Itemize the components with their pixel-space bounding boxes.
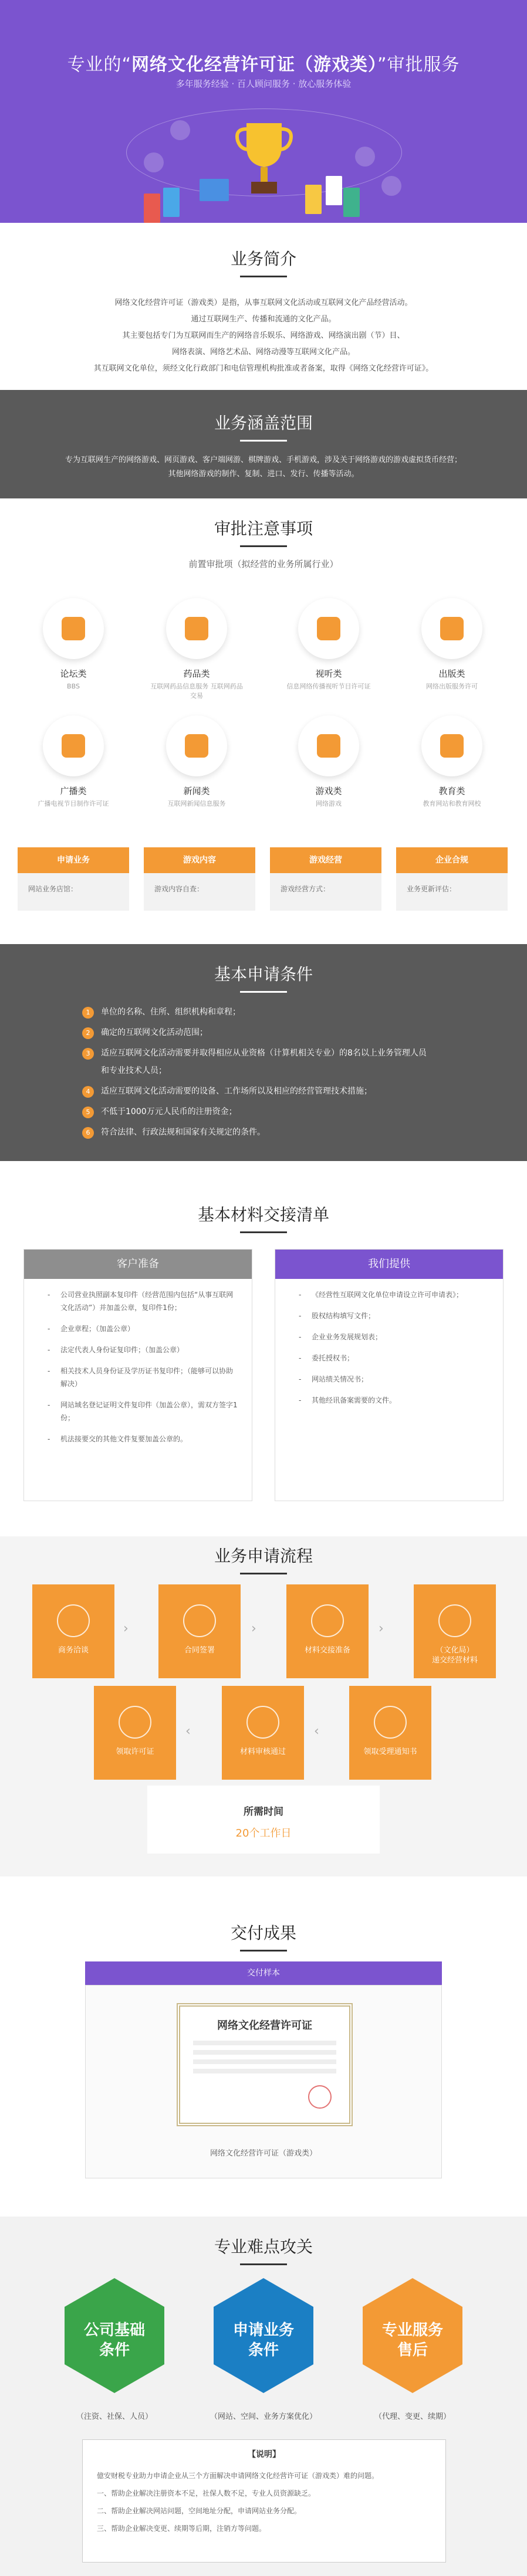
intro-line: 通过互联网生产、传播和流通的文化产品。	[191, 315, 336, 324]
scope-section	[0, 390, 527, 498]
step-value: 网站业务店馆：	[18, 873, 129, 911]
hex-label: 专业服务 售后	[381, 2322, 443, 2359]
step-label: 企业合规	[396, 847, 508, 873]
category-desc: 网络出版服务许可	[426, 683, 478, 690]
process-node	[222, 1686, 304, 1780]
news-icon	[166, 715, 227, 776]
title-underline	[240, 991, 287, 993]
book-icon	[163, 188, 180, 217]
certificate-frame	[85, 1985, 442, 2178]
category-publish	[405, 598, 499, 691]
condition-item	[82, 1047, 427, 1060]
provider-column	[275, 1249, 504, 1501]
condition-text: 不低于1000万元人民币的注册资金；	[101, 1107, 237, 1116]
list-item: - 相关技术人员身份证及学历证书复印件；（能够可以协助解决）	[37, 1365, 239, 1390]
category-broadcast	[26, 715, 120, 809]
book-icon	[343, 188, 360, 217]
step-value: 游戏经营方式：	[270, 873, 381, 911]
intro-title: 业务简介	[230, 249, 296, 269]
hex-label: 公司基础 条件	[83, 2322, 145, 2359]
title-underline	[240, 1231, 287, 1233]
note-line: 億安财税专业助力申请企业从三个方面解决申请网络文化经营许可证（游戏类）难的问题。	[97, 2472, 379, 2480]
condition-text: 单位的名称、住所、组织机构和章程；	[101, 1007, 241, 1017]
computer-icon	[200, 179, 229, 201]
conditions-section	[0, 944, 527, 1161]
book-icon	[421, 598, 482, 659]
difficulty-section	[0, 2217, 527, 2576]
title-underline	[240, 276, 287, 277]
condition-item	[82, 1085, 372, 1098]
icon-dot	[170, 120, 190, 140]
arrow-right-icon: ›	[123, 1621, 129, 1636]
category-name: 游戏类	[315, 786, 342, 796]
chat-icon	[43, 598, 104, 659]
book-icon	[144, 194, 160, 223]
intro-line: 其主要包括专门为互联网而生产的网络音乐娱乐、网络游戏、网络演出剧（节）目、	[122, 331, 405, 340]
scope-title: 业务涵盖范围	[214, 413, 313, 433]
step-card	[396, 847, 508, 913]
note-line: 一、帮助企业解决注册资本不足，社保人数不足，专业人员资源缺乏。	[97, 2489, 316, 2497]
title-underline	[240, 1950, 287, 1951]
category-desc: 信息网络传播视听节目许可证	[286, 683, 371, 690]
arrow-left-icon: ‹	[185, 1724, 191, 1739]
category-desc: 教育网站和教育网校	[423, 800, 481, 807]
note-box	[82, 2439, 446, 2563]
result-title: 交付成果	[230, 1923, 296, 1943]
category-name: 论坛类	[60, 668, 87, 679]
step-label: 游戏经营	[270, 847, 381, 873]
result-section	[0, 1885, 527, 2214]
process-node	[94, 1686, 176, 1780]
condition-item	[82, 1105, 237, 1118]
process-node	[286, 1584, 369, 1678]
category-name: 药品类	[183, 668, 210, 679]
condition-text: 适应互联网文化活动需要并取得相应从业资格（计算机相关专业）的8名以上业务管理人员	[101, 1048, 427, 1058]
certificate-title: 网络文化经营许可证	[217, 2020, 312, 2032]
film-reel-icon	[298, 598, 359, 659]
title-underline	[240, 2263, 287, 2265]
condition-item	[82, 1006, 241, 1019]
category-name: 广播类	[60, 786, 87, 796]
trophy-icon	[235, 117, 293, 199]
category-desc: 网络游戏	[316, 800, 342, 807]
icon-dot	[144, 152, 164, 172]
provider-header: 我们提供	[275, 1250, 503, 1279]
category-name: 新闻类	[183, 786, 210, 796]
list-item: - 企业章程；（加盖公章）	[37, 1322, 239, 1335]
time-box	[147, 1786, 380, 1854]
step-label: 游戏内容	[144, 847, 255, 873]
category-desc: 广播电视节目制作许可证	[38, 800, 109, 807]
license-icon	[119, 1706, 151, 1739]
handshake-icon	[57, 1604, 90, 1637]
node-label: 商务洽谈	[58, 1646, 89, 1655]
icon-dot	[381, 176, 401, 196]
books-icon	[438, 1604, 471, 1637]
note-line: 二、帮助企业解决网站问题，空间地址分配，申请网站业务分配。	[97, 2507, 302, 2515]
category-medicine	[150, 598, 244, 701]
category-game	[282, 715, 376, 809]
medicine-icon	[166, 598, 227, 659]
note-title: 【说明】	[248, 2450, 281, 2459]
step-card	[144, 847, 255, 913]
process-node	[32, 1584, 114, 1678]
client-header: 客户准备	[24, 1250, 252, 1279]
node-label: 材料交接准备	[304, 1646, 350, 1655]
arrow-right-icon: ›	[379, 1621, 384, 1636]
difficulty-hex	[363, 2278, 462, 2393]
graduation-cap-icon	[421, 715, 482, 776]
category-desc: 互联网药品信息服务 互联网药品交易	[150, 683, 243, 700]
page-title: 专业的“网络文化经营许可证（游戏类）”审批服务	[67, 55, 460, 75]
hex-desc: （网站、空间、业务方案优化）	[210, 2412, 317, 2421]
category-name: 出版类	[438, 668, 465, 679]
scope-line: 专为互联网生产的网络游戏、网页游戏、客户端网游、棋牌游戏、手机游戏，涉及关于网络游戏的游戏虚拟货币经营；	[65, 456, 462, 464]
process-section	[0, 1536, 527, 1876]
list-item: - 其他经讯备案需要的文件。	[288, 1394, 490, 1407]
step-card	[18, 847, 129, 913]
category-name: 视听类	[315, 668, 342, 679]
difficulty-hex	[65, 2278, 164, 2393]
book-icon	[305, 185, 322, 214]
title-underline	[240, 440, 287, 442]
client-column	[23, 1249, 252, 1501]
certificate-caption: 网络文化经营许可证（游戏类）	[210, 2149, 317, 2158]
hourglass-icon	[246, 1706, 279, 1739]
notice-icon	[374, 1706, 407, 1739]
scope-line: 其他网络游戏的制作、复制、进口、发行、传播等活动。	[168, 470, 359, 478]
list-item: - 网站绩关情况书；	[288, 1373, 490, 1386]
contract-icon	[183, 1604, 216, 1637]
note-line: 三、帮助企业解决变更、续期等后期，注销方等问题。	[97, 2524, 266, 2533]
materials-section	[0, 1167, 527, 1530]
category-desc: BBS	[67, 683, 80, 690]
title-underline	[240, 545, 287, 547]
condition-number: 6	[82, 1127, 94, 1139]
condition-number: 3	[82, 1048, 94, 1060]
approval-section	[0, 516, 527, 938]
intro-line: 网络文化经营许可证（游戏类）是指，从事互联网文化活动或互联网文化产品经营活动。	[114, 298, 413, 307]
certificate-image	[177, 2003, 353, 2126]
condition-number: 2	[82, 1027, 94, 1039]
condition-item	[82, 1026, 208, 1039]
step-value: 业务更新评估：	[396, 873, 508, 911]
materials-title: 基本材料交接清单	[197, 1205, 329, 1224]
list-item: - 网站域名登记证明文件复印件（加盖公章），需双方签字1份；	[37, 1399, 239, 1424]
category-video	[282, 598, 376, 691]
category-desc: 互联网新闻信息服务	[167, 800, 226, 807]
condition-number: 5	[82, 1107, 94, 1118]
condition-item	[82, 1126, 265, 1139]
process-node	[414, 1584, 496, 1678]
difficulty-hex	[214, 2278, 313, 2393]
difficulty-title: 专业难点攻关	[214, 2237, 313, 2256]
list-item: - 《经营性互联网文化单位申请设立许可申请表》；	[288, 1288, 490, 1301]
node-label: 领取受理通知书	[363, 1747, 417, 1756]
list-item: - 企业业务发展规划表；	[288, 1331, 490, 1343]
process-node	[158, 1584, 241, 1678]
approval-title: 审批注意事项	[214, 519, 313, 538]
hex-desc: （代理、变更、续期）	[374, 2412, 451, 2421]
arrow-left-icon: ‹	[314, 1724, 319, 1739]
process-node	[349, 1686, 431, 1780]
gamepad-icon	[298, 715, 359, 776]
icon-dot	[355, 147, 375, 167]
hex-label: 申请业务 条件	[232, 2322, 294, 2359]
hex-desc: （注资、社保、人员）	[76, 2412, 153, 2421]
book-icon	[326, 176, 342, 205]
list-item: - 委托授权书；	[288, 1352, 490, 1365]
arrow-right-icon: ›	[251, 1621, 256, 1636]
condition-number: 4	[82, 1086, 94, 1098]
header-banner	[0, 0, 527, 223]
list-item: - 公司营业执照副本复印件（经营范围内包括“从事互联网文化活动”）并加盖公章，复印件1份；	[37, 1288, 239, 1314]
condition-item-cont: 和专业技术人员；	[101, 1066, 167, 1075]
node-label: 材料审核通过	[239, 1747, 286, 1756]
condition-text: 适应互联网文化活动需要的设备、工作场所以及相应的经营管理技术措施；	[101, 1087, 372, 1096]
conditions-title: 基本申请条件	[214, 965, 313, 984]
category-education	[405, 715, 499, 809]
condition-number: 1	[82, 1007, 94, 1019]
process-title: 业务申请流程	[214, 1546, 313, 1566]
step-label: 申请业务	[18, 847, 129, 873]
time-label: 所需时间	[244, 1806, 283, 1818]
condition-text: 符合法律、行政法规和国家有关规定的条件。	[101, 1128, 265, 1137]
node-label: 合同签署	[184, 1646, 215, 1655]
category-name: 教育类	[438, 786, 465, 796]
category-forum	[26, 598, 120, 691]
node-label: （文化局） 递交经营材料	[431, 1646, 478, 1665]
time-value: 20个工作日	[235, 1827, 292, 1839]
speaker-icon	[43, 715, 104, 776]
step-value: 游戏内容自查：	[144, 873, 255, 911]
node-label: 领取许可证	[116, 1747, 154, 1756]
title-underline	[240, 1573, 287, 1574]
documents-icon	[311, 1604, 344, 1637]
intro-section	[0, 246, 527, 387]
list-item: - 法定代表人身份证复印件；（加盖公章）	[37, 1343, 239, 1356]
list-item: - 股权结构填写文件；	[288, 1309, 490, 1322]
step-card	[270, 847, 381, 913]
page-subtitle: 多年服务经验 · 百人顾问服务 · 放心服务体验	[175, 79, 352, 89]
list-item: - 机法接要交的其他文件复要加盖公章的。	[37, 1433, 239, 1445]
approval-subtitle: 前置审批项（拟经营的业务所属行业）	[188, 559, 339, 569]
intro-line: 其互联网文化单位，须经文化行政部门和电信管理机构批准或者备案，取得《网络文化经营许可证》。	[93, 364, 434, 373]
condition-text: 确定的互联网文化活动范围；	[101, 1028, 208, 1037]
category-news	[150, 715, 244, 809]
intro-line: 网络表演、网络艺术品、网络动漫等互联网文化产品。	[171, 348, 355, 357]
result-tab: 交付样本	[85, 1961, 442, 1985]
